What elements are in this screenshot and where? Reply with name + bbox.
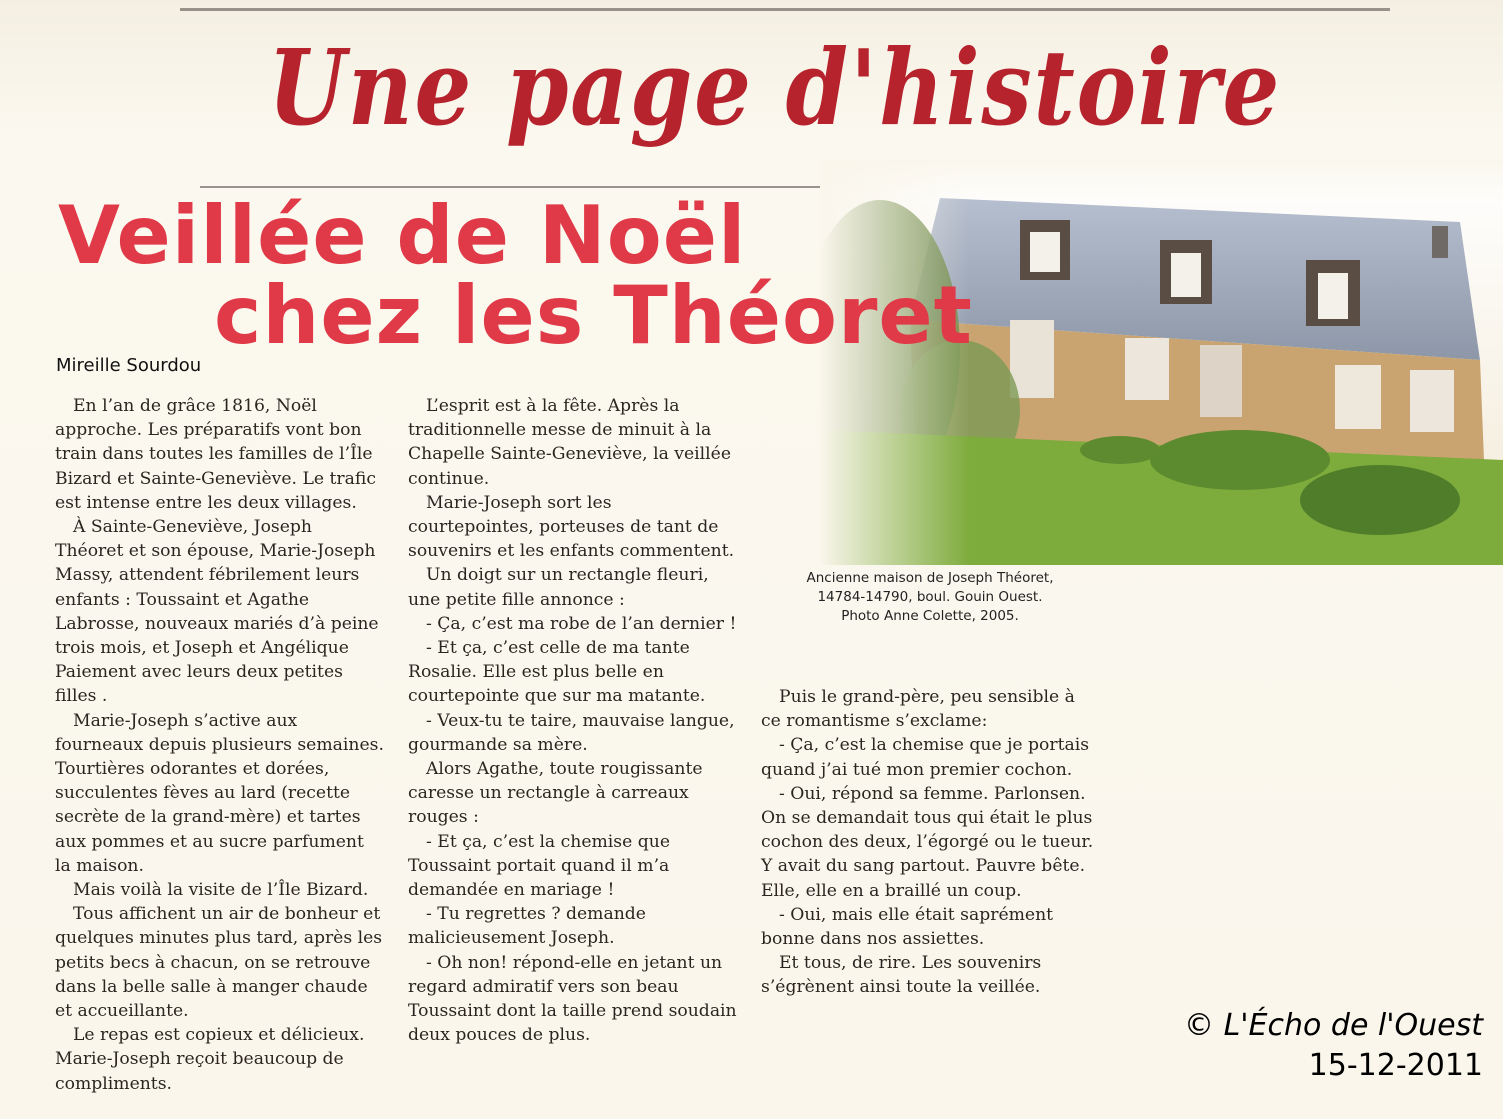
caption-line: Ancienne maison de Joseph Théoret, xyxy=(806,570,1054,586)
publication-date: 15-12-2011 xyxy=(1308,1048,1483,1083)
section-kicker: Une page d'histoire xyxy=(268,26,1282,149)
photo-caption xyxy=(780,569,1080,626)
paragraph: - Ça, c’est ma robe de l’an dernier ! xyxy=(426,613,737,634)
headline-line-1: Veillée de Noël xyxy=(58,189,747,282)
byline: Mireille Sourdou xyxy=(56,355,202,376)
paragraph: L’esprit est à la fête. Après la traditionnelle messe de minuit à la Chapelle Sainte-Geneviève, la veillée continue. xyxy=(408,396,731,489)
article-column-3 xyxy=(761,685,1095,1000)
paragraph: - Oui, mais elle était saprément bonne dans nos assiettes. xyxy=(761,904,1054,950)
copyright-credit xyxy=(1184,1006,1483,1086)
paragraph: - Ça, c’est la chemise que je portais quand j’ai tué mon premier cochon. xyxy=(761,735,1090,780)
paragraph: Marie-Joseph sort les courtepointes, porteuses de tant de souvenirs et les enfants commentent. xyxy=(408,492,735,562)
paragraph: - Tu regrettes ? demande malicieusement Joseph. xyxy=(408,904,646,949)
article-column-1 xyxy=(55,394,385,1096)
paragraph: Et tous, de rire. Les souvenirs s’égrènent ainsi toute la veillée. xyxy=(761,953,1042,998)
paragraph: - Veux-tu te taire, mauvaise langue, gourmande sa mère. xyxy=(408,710,735,755)
paragraph: Tous affichent un air de bonheur et quelques minutes plus tard, après les petits becs à chacun, on se retrouve dans la belle salle à manger chaude et accueillante. xyxy=(55,904,383,1022)
paragraph: Alors Agathe, toute rougissante caresse un rectangle à carreaux rouges : xyxy=(408,759,703,828)
paragraph: - Oh non! répond-elle en jetant un regard admiratif vers son beau Toussaint dont la taille prend soudain deux pouces de plus. xyxy=(408,952,737,1046)
paragraph: Le repas est copieux et délicieux. Marie-Joseph reçoit beaucoup de compliments. xyxy=(55,1025,365,1094)
caption-line: 14784-14790, boul. Gouin Ouest. xyxy=(817,589,1043,605)
article-column-2 xyxy=(408,394,738,1047)
paragraph: Puis le grand-père, peu sensible à ce romantisme s’exclame: xyxy=(761,687,1075,732)
paragraph: - Et ça, c’est la chemise que Toussaint portait quand il m’a demandée en mariage ! xyxy=(408,831,671,901)
paragraph: En l’an de grâce 1816, Noël approche. Les préparatifs vont bon train dans toutes les familles de l’Île Bizard et Sainte-Geneviève. Le trafic est intense entre les deux villages. xyxy=(55,396,376,513)
caption-line: Photo Anne Colette, 2005. xyxy=(841,608,1019,624)
paragraph: Un doigt sur un rectangle fleuri, une petite fille annonce : xyxy=(408,565,709,610)
paragraph: À Sainte-Geneviève, Joseph Théoret et son épouse, Marie-Joseph Massy, attendent fébrilement leurs enfants : Toussaint et Agathe Labrosse, nouveaux mariés d’à peine trois mois, et Joseph et Angélique Paiement avec leurs deux petites filles . xyxy=(55,517,379,707)
publication-name: © L'Écho de l'Ouest xyxy=(1184,1008,1483,1043)
paragraph: - Et ça, c’est celle de ma tante Rosalie. Elle est plus belle en courtepointe que sur ma matante. xyxy=(408,638,706,707)
paragraph: Marie-Joseph s’active aux fourneaux depuis plusieurs semaines. Tourtières odorantes et dorées, succulentes fèves au lard (recette secrète de la grand-mère) et tartes aux pommes et au sucre parfument la maison. xyxy=(55,710,384,876)
top-rule xyxy=(180,8,1390,11)
headline-line-2: chez les Théoret xyxy=(214,269,973,362)
paragraph: Mais voilà la visite de l’Île Bizard. xyxy=(73,880,369,901)
paragraph: - Oui, répond sa femme. Parlonsen. On se demandait tous qui était le plus cochon des deux, l’égorgé ou le tueur. Y avait du sang partout. Pauvre bête. Elle, elle en a braillé un coup. xyxy=(761,783,1094,901)
